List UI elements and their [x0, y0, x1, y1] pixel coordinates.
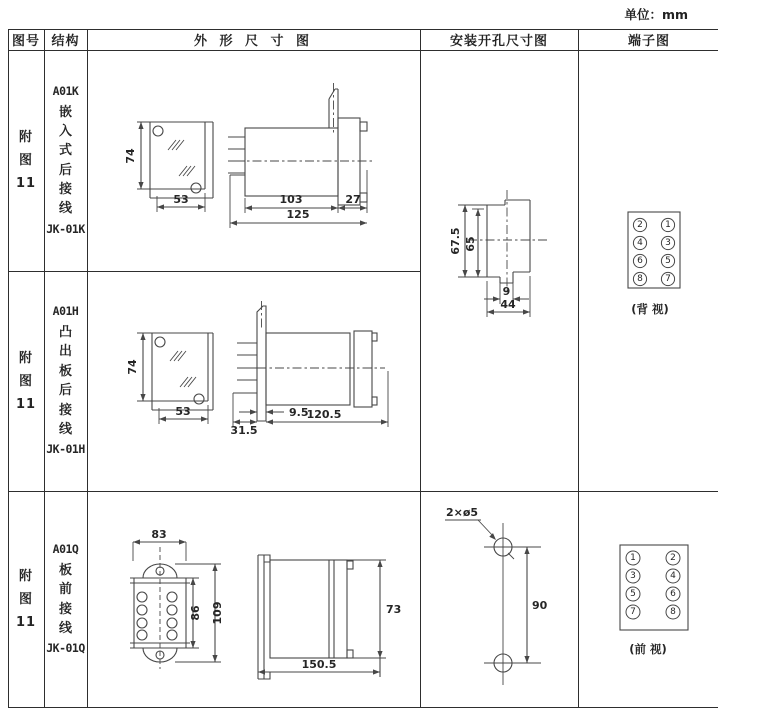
terminal-pin — [626, 587, 640, 601]
figure-cell-jk01k: 附 图 11 — [15, 130, 37, 191]
terminal-pin — [633, 272, 646, 285]
front-view — [130, 528, 224, 669]
model-label: A01Q — [52, 542, 79, 557]
dim-label-inner: 86 — [189, 605, 202, 621]
dim-label-flange: 27 — [345, 193, 361, 206]
dim-label-height: 74 — [126, 359, 139, 375]
terminal-number: 6 — [637, 256, 643, 266]
dim-label-offset: 31.5 — [230, 424, 258, 437]
side-view — [258, 555, 401, 679]
terminal-number: 7 — [630, 607, 636, 617]
terminal-number: 6 — [670, 589, 676, 599]
mounting-drawing-jk01q — [420, 491, 578, 708]
code-label: JK-01K — [46, 221, 85, 236]
terminal-number: 5 — [665, 256, 671, 266]
front-view — [124, 122, 213, 212]
header-mounting: 安装开孔尺寸图 — [449, 34, 548, 49]
code-label: JK-01Q — [46, 641, 85, 656]
side-view — [230, 301, 388, 437]
terminal-pin — [661, 272, 674, 285]
terminal-number: 8 — [670, 607, 676, 617]
terminal-pin — [666, 605, 680, 619]
terminal-number: 4 — [637, 238, 643, 248]
terminal-number: 2 — [637, 220, 643, 230]
terminal-number: 7 — [665, 274, 671, 284]
view-label-back: (背 视) — [631, 302, 669, 316]
terminal-pin — [666, 551, 680, 565]
terminal-number: 4 — [670, 571, 676, 581]
dim-label-width: 53 — [175, 405, 191, 418]
dim-label-side: 73 — [386, 603, 402, 616]
hole-spec-label: 2×ø5 — [445, 506, 479, 519]
terminal-number: 5 — [630, 589, 636, 599]
terminal-pin — [661, 254, 674, 267]
header-terminal: 端子图 — [627, 34, 670, 49]
outline-drawing-jk01q — [87, 491, 420, 708]
dim-label-width: 53 — [173, 193, 189, 206]
terminal-pin — [633, 218, 646, 231]
terminal-diagram-back — [578, 50, 720, 491]
dim-label-plate: 9.5 — [289, 406, 309, 419]
figure-cell-jk01q: 附 图 11 — [15, 569, 37, 630]
dim-label-cutwidth: 44 — [500, 298, 516, 311]
unit-label: 单位：mm — [624, 7, 688, 22]
view-label-front: (前 视) — [629, 642, 667, 656]
dim-label-inner: 65 — [464, 236, 477, 252]
terminal-pin — [626, 551, 640, 565]
dim-label-spacing: 90 — [532, 599, 548, 612]
header-structure: 结构 — [51, 34, 80, 49]
structure-cell-jk01q: A01Q 板 前 接 线 JK-01Q — [46, 542, 85, 656]
terminal-pin — [633, 254, 646, 267]
terminal-pin — [661, 218, 674, 231]
structure-cell-jk01h: A01H 凸 出 板 后 接 线 JK-01H — [46, 304, 85, 457]
terminal-pin — [633, 236, 646, 249]
dim-label-total: 125 — [286, 208, 310, 221]
structure-cell-jk01k: A01K 嵌 入 式 后 接 线 JK-01K — [46, 83, 85, 236]
terminal-number: 1 — [630, 553, 636, 563]
dim-label-body: 120.5 — [306, 408, 342, 421]
dim-label-height: 109 — [211, 601, 224, 625]
terminal-diagram-front — [578, 491, 720, 708]
header-figure: 图号 — [11, 34, 40, 49]
terminal-pin — [626, 569, 640, 583]
terminal-pin — [661, 236, 674, 249]
side-view — [228, 83, 372, 228]
terminal-number: 3 — [630, 571, 636, 581]
terminal-pin — [666, 569, 680, 583]
terminal-number: 1 — [665, 220, 671, 230]
dim-label-length: 150.5 — [301, 658, 337, 671]
outline-drawing-jk01k — [87, 50, 420, 271]
terminal-number: 2 — [670, 553, 676, 563]
code-label: JK-01H — [46, 442, 85, 457]
terminal-number: 3 — [665, 238, 671, 248]
mounting-drawing-jk01 — [420, 50, 578, 491]
terminal-pin — [666, 587, 680, 601]
model-label: A01H — [52, 304, 79, 319]
dim-label-outer: 67.5 — [449, 227, 462, 255]
dim-label-width: 83 — [151, 528, 167, 541]
dim-label-notch: 9 — [502, 285, 511, 298]
header-outline: 外 形 尺 寸 图 — [193, 34, 314, 49]
figure-cell-jk01h: 附 图 11 — [15, 350, 37, 412]
model-label: A01K — [52, 83, 79, 98]
outline-drawing-jk01h — [87, 271, 420, 491]
dim-label-height: 74 — [124, 148, 137, 164]
dim-label-body: 103 — [279, 193, 303, 206]
front-view — [126, 333, 213, 424]
terminal-number: 8 — [637, 274, 643, 284]
terminal-pin — [626, 605, 640, 619]
